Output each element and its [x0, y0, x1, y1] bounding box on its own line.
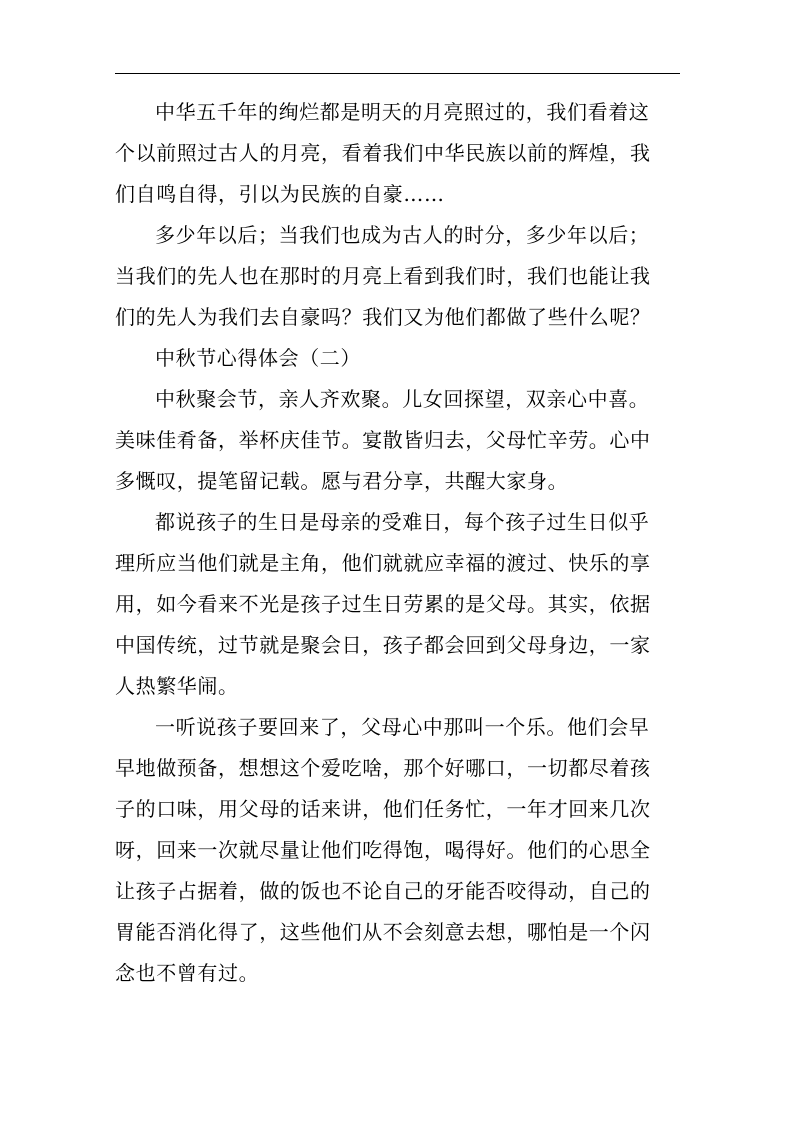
paragraph-line: 美味佳肴备，举杯庆佳节。宴散皆归去，父母忙辛劳。心中 [115, 428, 651, 452]
paragraph-line: 都说孩子的生日是母亲的受难日，每个孩子过生日似乎 [155, 510, 650, 534]
paragraph-line: 人热繁华闹。 [115, 674, 239, 698]
paragraph-line: 念也不曾有过。 [115, 961, 260, 985]
paragraph-3 [115, 379, 675, 502]
paragraph-line: 早地做预备，想想这个爱吃啥，那个好哪口，一切都尽着孩 [115, 756, 651, 780]
paragraph-2 [115, 215, 675, 338]
paragraph-line: 们的先人为我们去自豪吗？我们又为他们都做了些什么呢？ [115, 305, 651, 329]
paragraph-line: 中秋聚会节，亲人齐欢聚。儿女回探望，双亲心中喜。 [155, 387, 650, 411]
paragraph-line: 胃能否消化得了，这些他们从不会刻意去想，哪怕是一个闪 [115, 920, 651, 944]
section-title: 中秋节心得体会（二） [155, 346, 361, 370]
paragraph-1 [115, 92, 675, 215]
paragraph-line: 个以前照过古人的月亮，看着我们中华民族以前的辉煌，我 [115, 141, 651, 165]
paragraph-line: 子的口味，用父母的话来讲，他们任务忙，一年才回来几次 [115, 797, 651, 821]
paragraph-line: 理所应当他们就是主角，他们就就应幸福的渡过、快乐的享 [115, 551, 651, 575]
paragraph-line: 让孩子占据着，做的饭也不论自己的牙能否咬得动，自己的 [115, 879, 651, 903]
paragraph-line: 用，如今看来不光是孩子过生日劳累的是父母。其实，依据 [115, 592, 651, 616]
paragraph-line: 呀，回来一次就尽量让他们吃得饱，喝得好。他们的心思全 [115, 838, 651, 862]
paragraph-line: 中华五千年的绚烂都是明天的月亮照过的，我们看着这 [155, 100, 650, 124]
paragraph-line: 多少年以后；当我们也成为古人的时分，多少年以后； [155, 223, 650, 247]
paragraph-line: 多慨叹，提笔留记载。愿与君分享，共醒大家身。 [115, 469, 569, 493]
document-body [115, 92, 675, 994]
paragraph-line: 一听说孩子要回来了，父母心中那叫一个乐。他们会早 [155, 715, 650, 739]
paragraph-line: 当我们的先人也在那时的月亮上看到我们时，我们也能让我 [115, 264, 651, 288]
paragraph-line: 们自鸣自得，引以为民族的自豪…… [115, 182, 445, 206]
paragraph-line: 中国传统，过节就是聚会日，孩子都会回到父母身边，一家 [115, 633, 651, 657]
paragraph-5 [115, 707, 675, 994]
header-rule [115, 73, 680, 74]
paragraph-4 [115, 502, 675, 707]
